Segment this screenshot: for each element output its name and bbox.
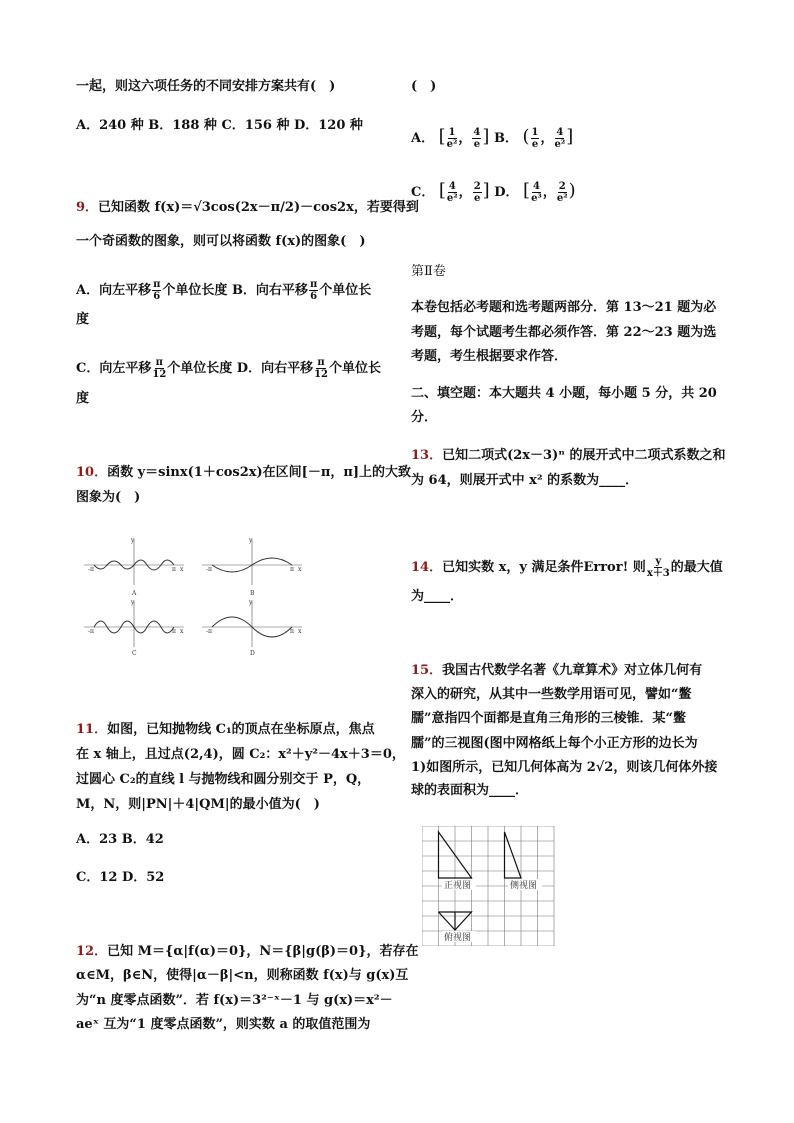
fraction: $\frac{\pi}{12}$: [152, 357, 167, 380]
q9-cd-continuation: 度: [76, 391, 90, 406]
q12-options-cd: C． [ $\frac{4}{\text{e²}}$ ， $\frac{2}{e}$ ] D． [ $\frac{4}{\text{e³}}$ ， $\frac{2}{\text{e²}}$ ): [411, 180, 576, 204]
q11-line3: 过圆心 C₂的直线 l 与抛物线和圆分别交于 P，Q，: [76, 772, 371, 787]
q11-line2: 在 x 轴上，且过点(2,4)，圆 C₂：x²＋y²－4x＋3＝0，: [76, 747, 405, 762]
graph-a-label: A: [132, 590, 137, 597]
front-view-label: 正视图: [444, 881, 472, 891]
graph-c: [84, 599, 184, 657]
svg-text:x: x: [180, 628, 184, 635]
q12-line3: 为“n 度零点函数”．若 f(x)＝3²⁻ˣ－1 与 g(x)＝x²－: [76, 993, 393, 1008]
intro-line2: 考题，每个试题考生都必须作答．第 22～23 题为选: [411, 325, 717, 340]
q10-graphs: [84, 535, 304, 657]
q12-options-ab: A． [ $\frac{1}{\text{e²}}$ ， $\frac{4}{e}$ ] B． ( $\frac{1}{e}$ ， $\frac{4}{\text{e²}}$ ]: [411, 126, 574, 150]
q11-options-cd: C．12 D．52: [76, 870, 165, 885]
q13-line1: 13．已知二项式(2x－3)ⁿ 的展开式中二项式系数之和: [411, 448, 726, 463]
q15-line6: 球的表面积为____．: [411, 783, 529, 798]
q13-number: 13．: [411, 448, 443, 463]
q10-line1: 10．函数 y＝sinx(1＋cos2x)在区间[－π，π]上的大致: [76, 465, 412, 480]
q12-number: 12．: [76, 944, 108, 959]
q15-number: 15．: [411, 663, 443, 678]
svg-text:y: y: [249, 599, 253, 606]
svg-text:-π: -π: [88, 566, 94, 573]
three-view-figure: [422, 826, 556, 946]
q12-line2: α∈M，β∈N，使得|α－β|<n，则称函数 f(x)与 g(x)互: [76, 968, 409, 983]
svg-text:y: y: [249, 537, 253, 544]
q14-line1: 14．已知实数 x，y 满足条件Error! 则 $\frac{y}{x+3}$ 的最大值: [411, 556, 723, 579]
q9-line1: [76, 199, 419, 217]
q15-line2: 深入的研究，从其中一些数学用语可见，譬如“鳖: [411, 687, 692, 702]
q9-ab-continuation: 度: [76, 312, 90, 327]
svg-text:π: π: [290, 566, 294, 573]
q9-text: 已知函数 f(x)＝√3cos(2x－π/2)－cos2x，若要得到: [98, 200, 419, 215]
graph-b-label: B: [250, 590, 255, 597]
q14-number: 14．: [411, 560, 443, 575]
q8-tail: 一起，则这六项任务的不同安排方案共有( ): [76, 79, 336, 94]
q15-line1: 15．我国古代数学名著《九章算术》对立体几何有: [411, 663, 703, 678]
top-view-label: 俯视图: [444, 933, 472, 943]
svg-text:x: x: [298, 566, 302, 573]
q11-options-ab: A．23 B．42: [76, 832, 164, 847]
graph-a: [84, 537, 184, 597]
q12-line4: aeˣ 互为“1 度零点函数”，则实数 a 的取值范围为: [76, 1017, 371, 1032]
q14-line2: 为____．: [411, 589, 464, 604]
q11-line4: M，N，则|PN|＋4|QM|的最小值为( ): [76, 797, 320, 812]
side-view-label: 侧视图: [510, 881, 538, 891]
fraction: $\frac{\pi}{6}$: [153, 279, 161, 302]
intro-line3: 考题，考生根据要求作答．: [411, 349, 568, 364]
graph-d-label: D: [250, 650, 255, 657]
svg-text:π: π: [172, 628, 176, 635]
svg-text:x: x: [180, 566, 184, 573]
q10-line2: 图象为( ): [76, 490, 141, 505]
section2-line2: 分．: [411, 410, 438, 425]
svg-text:-π: -π: [88, 628, 94, 635]
section2-line1: 二、填空题：本大题共 4 小题，每小题 5 分，共 20: [411, 386, 717, 401]
q11-number: 11．: [76, 722, 108, 737]
fraction: $\frac{y}{x+3}$: [646, 556, 670, 579]
part-two-heading: 第Ⅱ卷: [411, 264, 446, 279]
fraction: $\frac{\pi}{6}$: [309, 279, 318, 302]
q9-options-cd: C．向左平移 $\frac{\pi}{12}$ 个单位长度 D．向右平移 $\frac{\pi}{12}$ 个单位长: [76, 357, 382, 380]
q10-number: 10．: [76, 465, 108, 480]
q13-line2: 为 64，则展开式中 x² 的系数为____．: [411, 473, 639, 488]
svg-text:π: π: [290, 628, 294, 635]
q11-line1: 11．如图，已知抛物线 C₁的顶点在坐标原点，焦点: [76, 722, 375, 737]
q12-line1: 12．已知 M＝{α|f(α)＝0}，N＝{β|g(β)＝0}，若存在: [76, 944, 419, 959]
graph-c-label: C: [132, 650, 137, 657]
svg-text:-π: -π: [206, 628, 212, 635]
svg-text:y: y: [131, 599, 135, 606]
q15-line4: 臑”的三视图(图中网格纸上每个小正方形的边长为: [411, 736, 698, 751]
q12-paren: ( ): [411, 79, 437, 94]
svg-text:π: π: [172, 566, 176, 573]
intro-line1: 本卷包括必考题和选考题两部分．第 13～21 题为必: [411, 300, 717, 315]
svg-text:y: y: [131, 537, 135, 544]
q15-line5: 1)如图所示，已知几何体高为 2√2，则该几何体外接: [411, 760, 718, 775]
fraction: $\frac{\pi}{12}$: [314, 357, 329, 380]
q9-options-ab: A．向左平移 $\frac{\pi}{6}$ 个单位长度 B．向右平移 $\frac{\pi}{6}$ 个单位长: [76, 279, 372, 302]
svg-text:-π: -π: [206, 566, 212, 573]
q8-options: A．240 种 B．188 种 C．156 种 D．120 种: [76, 118, 363, 133]
graph-b: [202, 537, 302, 597]
svg-text:x: x: [298, 628, 302, 635]
graph-d: [202, 599, 302, 657]
q9-line2: 一个奇函数的图象，则可以将函数 f(x)的图象( ): [76, 234, 366, 249]
q15-line3: 臑”意指四个面都是直角三角形的三棱锥．某“鳖: [411, 711, 686, 726]
q9-number: 9．: [76, 200, 99, 215]
